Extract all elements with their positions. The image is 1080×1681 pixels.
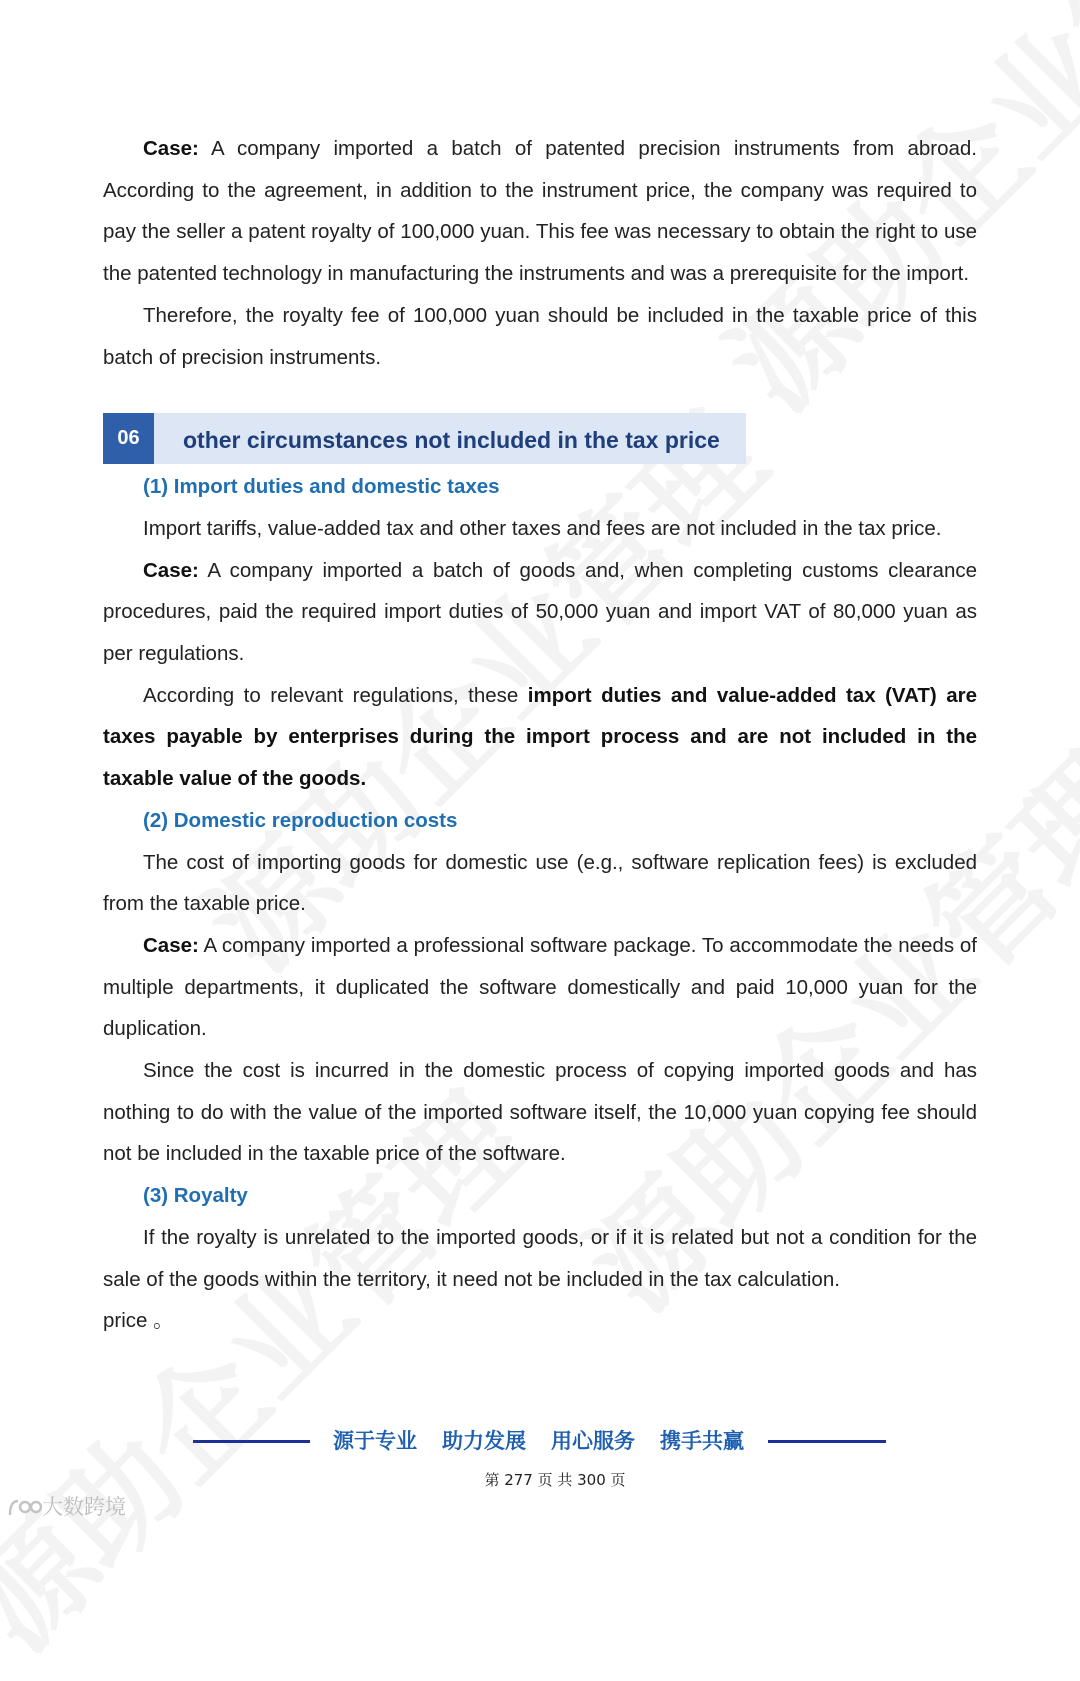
footer-slogan-bar	[0, 1422, 1080, 1462]
slogan-item: 源于专业	[333, 1429, 417, 1453]
footer-divider-right	[768, 1440, 886, 1443]
rule-paragraph: The cost of importing goods for domestic use (e.g., software replication fees) is excluded from the taxable price.	[103, 850, 977, 916]
slogan-item: 助力发展	[442, 1429, 526, 1453]
subheading-royalty: (3) Royalty	[143, 1184, 248, 1208]
slogan-item: 携手共赢	[660, 1429, 744, 1453]
footer-divider-left	[193, 1440, 310, 1443]
trailing-text: price 。	[103, 1309, 174, 1333]
case-paragraph: Case: A company imported a batch of goods and, when completing customs clearance procedures, paid the required import duties of 50,000 yuan and import VAT of 80,000 yuan as per regulations.	[103, 558, 977, 666]
intro-conclusion-paragraph: Therefore, the royalty fee of 100,000 yuan should be included in the taxable price of this batch of precision instruments.	[103, 303, 977, 369]
page-number: 第 277 页 共 300 页	[484, 1471, 626, 1489]
conclusion-paragraph: Since the cost is incurred in the domestic process of copying imported goods and has nothing to do with the value of the imported software itself, the 10,000 yuan copying fee should not be included in the taxable price of the software.	[103, 1059, 977, 1166]
conclusion-paragraph: According to relevant regulations, these import duties and value-added tax (VAT) are taxes payable by enterprises during the import process and are not included in the taxable value of the goods.	[103, 683, 977, 791]
section-header	[103, 413, 746, 464]
slogan-item: 用心服务	[551, 1429, 635, 1453]
page-content	[103, 128, 977, 1342]
case-paragraph: Case: A company imported a professional software package. To accommodate the needs of multiple departments, it duplicated the software domestically and paid 10,000 yuan for the duplication.	[103, 933, 977, 1041]
brand-logo	[8, 1492, 126, 1522]
subheading-import-duties: (1) Import duties and domestic taxes	[143, 475, 500, 499]
rule-paragraph: Import tariffs, value-added tax and other taxes and fees are not included in the tax price.	[143, 516, 942, 540]
rule-paragraph: If the royalty is unrelated to the imported goods, or if it is related but not a condition for the sale of the goods within the territory, it need not be included in the tax calculation.	[103, 1225, 977, 1291]
subheading-reproduction-costs: (2) Domestic reproduction costs	[143, 808, 458, 832]
brand-logo-text: 大数跨境	[42, 1495, 126, 1519]
section-number: 06	[103, 413, 154, 464]
intro-case-paragraph: Case: A company imported a batch of patented precision instruments from abroad. According to the agreement, in addition to the instrument price, the company was required to pay the seller a patent royalty of 100,000 yuan. This fee was necessary to obtain the right to use the patented technology in manufacturing the instruments and was a prerequisite for the import.	[103, 137, 977, 286]
brand-logo-icon	[8, 1497, 42, 1519]
section-title: other circumstances not included in the tax price	[183, 427, 720, 454]
